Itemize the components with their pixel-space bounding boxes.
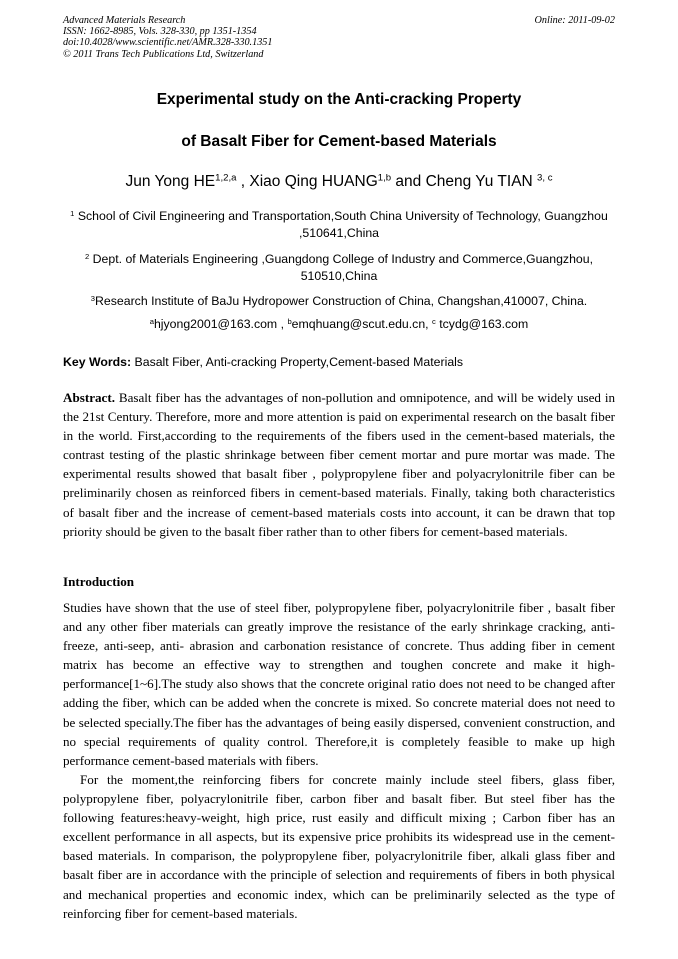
affiliation-2-text: Dept. of Materials Engineering ,Guangdong College of Industry and Commerce,Guangzhou, 510510,China <box>89 252 594 283</box>
journal-header <box>63 15 615 60</box>
email-sup-a: a <box>149 316 154 326</box>
authors-line <box>63 173 615 191</box>
author-1: Jun Yong HE <box>125 173 216 190</box>
author-2-sup: 1,b <box>377 172 392 184</box>
keywords-text: Basalt Fiber, Anti-cracking Property,Cement-based Materials <box>131 355 464 369</box>
paper-title-line-1: Experimental study on the Anti-cracking Property <box>156 91 522 108</box>
email-2: emqhuang@scut.edu.cn, <box>291 317 432 331</box>
author-3-sup: 3, c <box>537 172 553 184</box>
email-3: tcydg@163.com <box>435 317 529 331</box>
affiliation-2 <box>63 251 615 285</box>
paper-title-line-2: of Basalt Fiber for Cement-based Materials <box>181 133 497 150</box>
author-1-sup: 1,2,a <box>215 172 237 184</box>
affiliation-2-num: 2 <box>84 251 90 261</box>
affiliation-3-num: 3 <box>90 293 96 303</box>
email-line <box>63 317 615 331</box>
author-3: and Cheng Yu TIAN <box>391 173 538 190</box>
email-sup-b: b <box>287 316 292 326</box>
email-1: hjyong2001@163.com , <box>153 317 288 331</box>
copyright-line: © 2011 Trans Tech Publications Ltd, Switzerland <box>63 48 264 60</box>
keywords-label: Key Words: <box>63 355 132 369</box>
keywords <box>63 355 615 369</box>
online-date: Online: 2011-09-02 <box>534 15 615 26</box>
introduction-heading: Introduction <box>63 574 135 589</box>
journal-name: Advanced Materials Research <box>63 15 186 26</box>
affiliation-3 <box>63 293 615 310</box>
email-sup-c: c <box>432 316 436 326</box>
intro-paragraph-1: Studies have shown that the use of steel fiber, polypropylene fiber, polyacrylonitrile fiber , basalt fiber and any other fiber materials can greatly improve the resistance of the early shrinkage cracking, anti-freeze, anti-seep, anti- abrasion and carbonation resistance of concrete. Thus adding fiber in cement matrix has become an effective way to strengthen and toughen concrete and make it high-performance[1~6].The study also shows that the concrete original ratio does not need to be changed after adding the fiber, which can be added when the concrete is mixed. So concrete material does not need to be selected specially.The fiber has the advantages of being easily dispersed, convenient construction, and no special requirements of quality control. Therefore,it is completely feasible to make up high performance cement-based materials with fibers. <box>63 600 615 768</box>
doi-line: doi:10.4028/www.scientific.net/AMR.328-330.1351 <box>63 37 273 49</box>
abstract <box>63 388 615 541</box>
affiliation-1-text: School of Civil Engineering and Transportation,South China University of Technology, Guangzhou ,510641,China <box>74 209 608 240</box>
affiliation-3-text: Research Institute of BaJu Hydropower Construction of China, Changshan,410007, China. <box>95 294 588 308</box>
intro-paragraph-2: For the moment,the reinforcing fibers for concrete mainly include steel fibers, glass fiber, polypropylene fiber, polyacrylonitrile fiber, carbon fiber and basalt fiber. But steel fiber has the following features:heavy-weight, high price, rust easily and difficult mixing ; Carbon fiber has an excellent performance in all aspects, but its expensive price prohibits its widespread use in the cement-based materials. In comparison, the polypropylene fiber, polyacrylonitrile fiber, alkali glass fiber and basalt fiber are in accordance with the principle of selection and requirements of fibers in both physical and mechanical properties and economic index, which can be preliminarily selected as the type of reinforcing fiber for cement-based materials. <box>63 772 615 921</box>
abstract-label: Abstract. <box>63 390 115 405</box>
affiliation-1-num: 1 <box>70 208 75 218</box>
affiliation-1 <box>63 208 615 242</box>
author-2: , Xiao Qing HUANG <box>236 173 378 190</box>
issn-line: ISSN: 1662-8985, Vols. 328-330, pp 1351-1354 <box>63 26 257 38</box>
abstract-text: Basalt fiber has the advantages of non-pollution and omnipotence, and will be widely used in the 21st Century. Therefore, more and more attention is paid on experimental research on the basalt fiber in the world. First,according to the requirements of the fibers used in the cement-based materials, the contrast testing of the plastic shrinkage between fiber cement mortar and pure mortar was made. The experimental results showed that basalt fiber , polypropylene fiber and polyacrylonitrile fiber can be preliminarily chosen as reinforced fibers in cement-based materials. Finally, taking both characteristics of basalt fiber and the increase of cement-based materials costs into account, it can be drawn that top priority should be given to the basalt fiber rather than to other fibers for cement-based materials. <box>63 390 615 539</box>
